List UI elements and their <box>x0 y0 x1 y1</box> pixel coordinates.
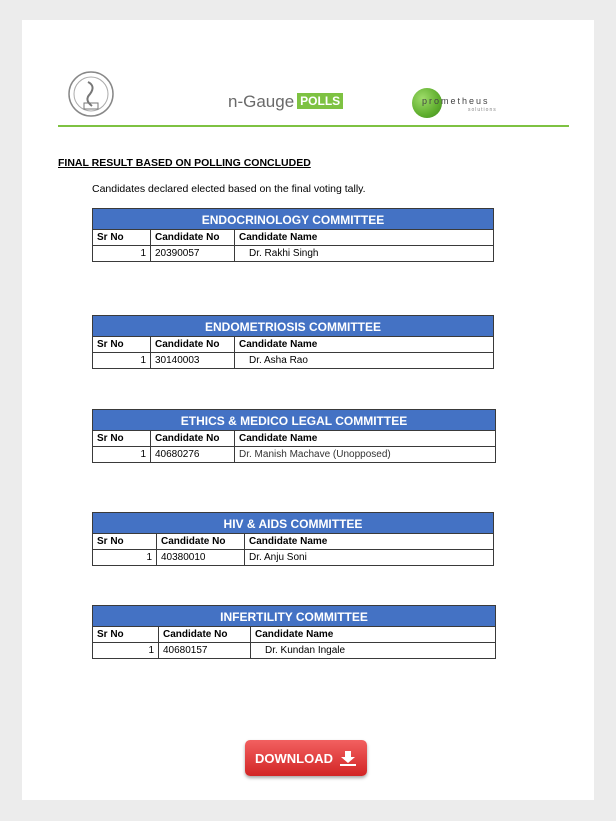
candidate-name-cell: Dr. Manish Machave (Unopposed) <box>235 447 496 463</box>
brand-badge: POLLS <box>297 93 343 109</box>
col-candidate-no: Candidate No <box>151 230 235 246</box>
committee-title: ETHICS & MEDICO LEGAL COMMITTEE <box>93 410 496 431</box>
table-row <box>93 447 496 463</box>
download-label: DOWNLOAD <box>255 750 333 766</box>
sr-cell: 1 <box>93 447 151 463</box>
committee-table <box>92 208 494 262</box>
document-page <box>22 20 594 800</box>
col-candidate-no: Candidate No <box>151 431 235 447</box>
result-title: FINAL RESULT BASED ON POLLING CONCLUDED <box>58 157 311 169</box>
col-candidate-no: Candidate No <box>151 337 235 353</box>
committee-title: HIV & AIDS COMMITTEE <box>93 513 494 534</box>
col-candidate-name: Candidate Name <box>245 534 494 550</box>
sr-cell: 1 <box>93 246 151 262</box>
candidate-no-cell: 30140003 <box>151 353 235 369</box>
committee-table <box>92 512 494 566</box>
organization-seal-icon <box>67 70 115 118</box>
candidate-no-cell: 40380010 <box>157 550 245 566</box>
committee-table <box>92 409 496 463</box>
committee-table <box>92 315 494 369</box>
brand-name: n-Gauge <box>228 92 295 111</box>
candidate-no-cell: 40680157 <box>159 643 251 659</box>
table-row <box>93 550 494 566</box>
sr-cell: 1 <box>93 353 151 369</box>
col-candidate-no: Candidate No <box>157 534 245 550</box>
intro-text: Candidates declared elected based on the final voting tally. <box>92 183 366 195</box>
col-candidate-name: Candidate Name <box>235 337 494 353</box>
candidate-name-cell: Dr. Kundan Ingale <box>251 643 496 659</box>
committee-title: INFERTILITY COMMITTEE <box>93 606 496 627</box>
col-sr-no: Sr No <box>93 627 159 643</box>
committee-table <box>92 605 496 659</box>
download-arrow-icon <box>339 750 357 766</box>
col-sr-no: Sr No <box>93 534 157 550</box>
candidate-no-cell: 20390057 <box>151 246 235 262</box>
header <box>22 20 594 130</box>
table-row <box>93 353 494 369</box>
header-divider <box>58 125 569 127</box>
ngauge-polls-logo <box>228 92 343 112</box>
candidate-no-cell: 40680276 <box>151 447 235 463</box>
prometheus-sub: solutions <box>468 107 497 113</box>
candidate-name-cell: Dr. Asha Rao <box>235 353 494 369</box>
col-sr-no: Sr No <box>93 337 151 353</box>
col-candidate-name: Candidate Name <box>235 431 496 447</box>
col-candidate-name: Candidate Name <box>251 627 496 643</box>
prometheus-name: prometheus <box>422 96 490 106</box>
col-candidate-name: Candidate Name <box>235 230 494 246</box>
sr-cell: 1 <box>93 550 157 566</box>
col-sr-no: Sr No <box>93 230 151 246</box>
download-button[interactable] <box>245 740 367 776</box>
col-sr-no: Sr No <box>93 431 151 447</box>
candidate-name-cell: Dr. Rakhi Singh <box>235 246 494 262</box>
candidate-name-cell: Dr. Anju Soni <box>245 550 494 566</box>
sr-cell: 1 <box>93 643 159 659</box>
committee-title: ENDOCRINOLOGY COMMITTEE <box>93 209 494 230</box>
table-row <box>93 246 494 262</box>
col-candidate-no: Candidate No <box>159 627 251 643</box>
table-row <box>93 643 496 659</box>
prometheus-logo <box>412 88 502 118</box>
committee-title: ENDOMETRIOSIS COMMITTEE <box>93 316 494 337</box>
